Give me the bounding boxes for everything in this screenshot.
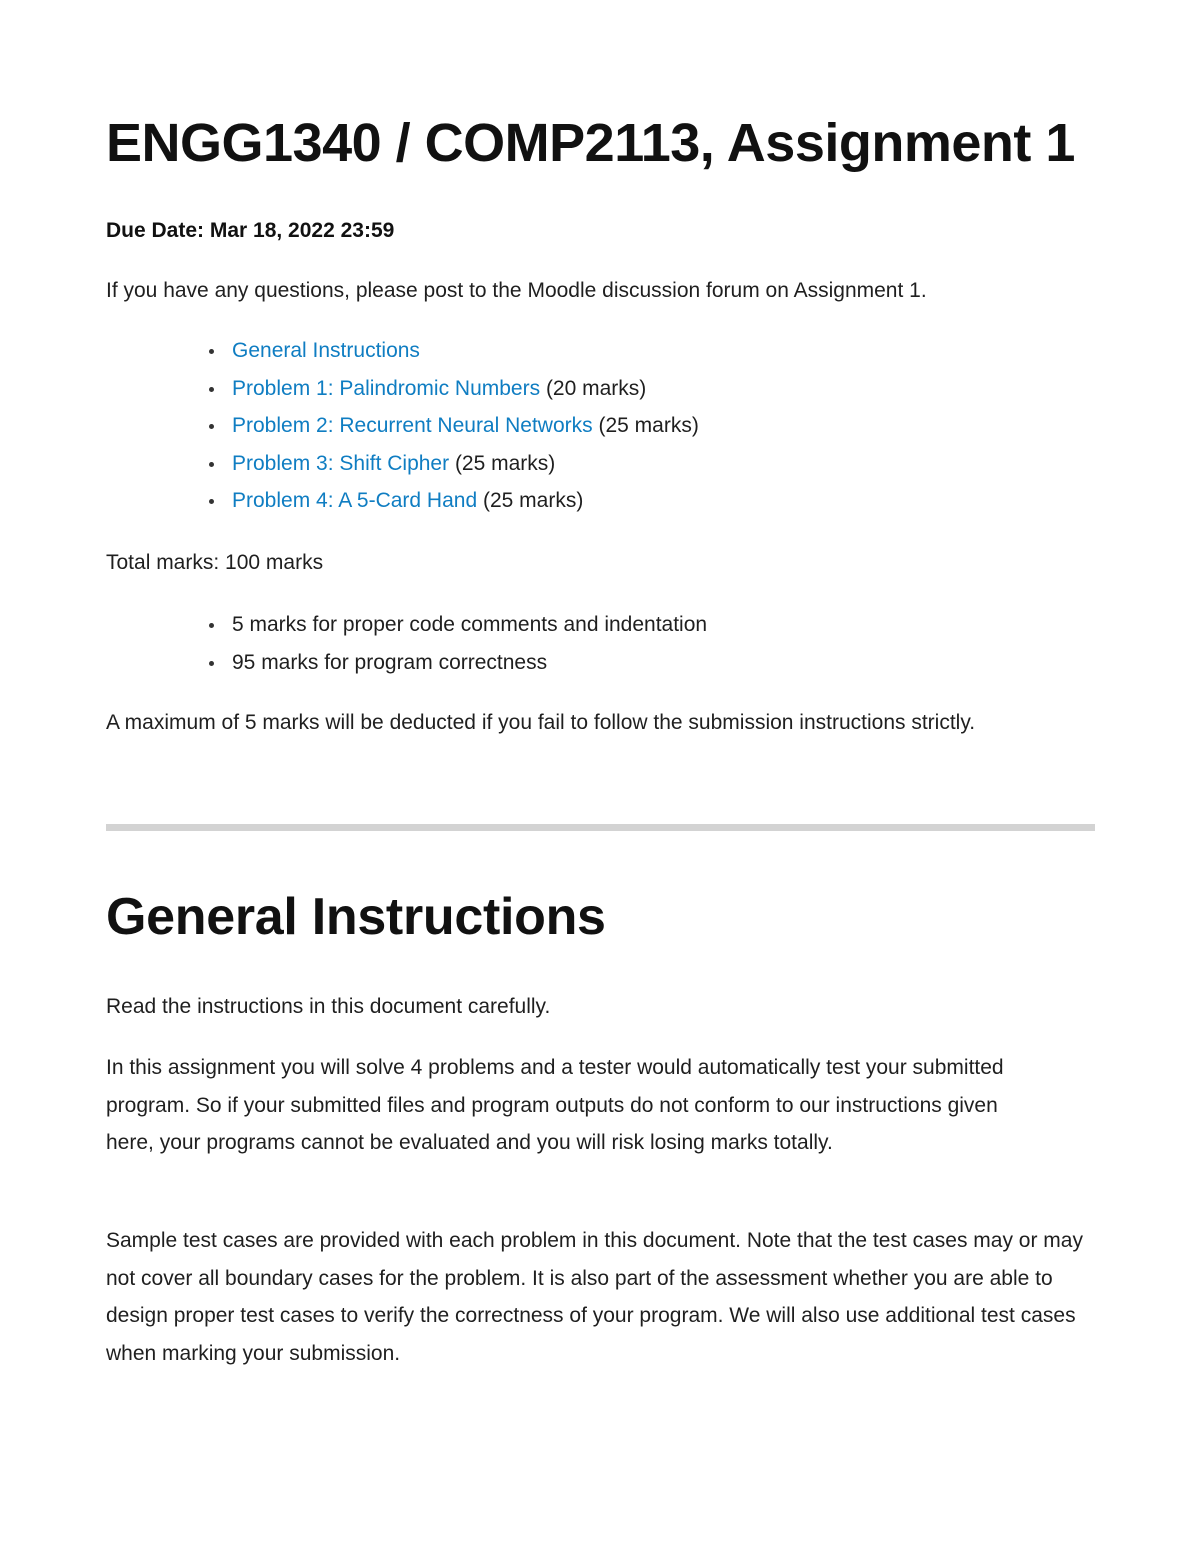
general-paragraph-1: Read the instructions in this document carefully. (106, 995, 551, 1018)
toc-item (206, 482, 699, 520)
toc-item (206, 445, 699, 483)
toc-item (206, 370, 699, 408)
deduction-note: A maximum of 5 marks will be deducted if you fail to follow the submission instructions strictly. (106, 711, 976, 734)
toc-item-marks: (25 marks) (449, 451, 556, 475)
marks-breakdown-item: 95 marks for program correctness (206, 644, 707, 682)
section-divider (106, 824, 1095, 831)
total-marks: Total marks: 100 marks (106, 551, 324, 574)
toc-item-marks: (25 marks) (477, 489, 584, 512)
toc-item (206, 332, 699, 370)
general-paragraph-3: Sample test cases are provided with each problem in this document. Note that the test cases may or may not cover all boundary cases for the problem. It is also part of the assessment whether you are able to design proper test cases to verify the correctness of your program. We will also use additional test cases when marking your submission. (106, 1229, 1083, 1365)
toc-link-problem-2[interactable]: Problem 2: Recurrent Neural Networks (232, 414, 593, 437)
toc-item (206, 407, 699, 445)
table-of-contents (206, 332, 699, 520)
general-paragraph-2: In this assignment you will solve 4 problems and a tester would automatically test your submitted program. So if your submitted files and program outputs do not conform to our instructions given here, your programs cannot be evaluated and you will risk losing marks totally. (106, 1056, 1004, 1154)
marks-breakdown-item: 5 marks for proper code comments and indentation (206, 606, 707, 644)
questions-note: If you have any questions, please post to the Moodle discussion forum on Assignment 1. (106, 279, 927, 302)
toc-link-problem-3[interactable]: Problem 3: Shift Cipher (232, 451, 450, 475)
toc-link-problem-1[interactable]: Problem 1: Palindromic Numbers (232, 376, 541, 400)
due-date: Due Date: Mar 18, 2022 23:59 (106, 219, 395, 242)
marks-breakdown (206, 606, 707, 681)
section-heading-general-instructions: General Instructions (106, 888, 606, 946)
page-title: ENGG1340 / COMP2113, Assignment 1 (106, 113, 1075, 173)
toc-link-general-instructions[interactable]: General Instructions (232, 339, 420, 362)
toc-item-marks: (20 marks) (540, 376, 647, 400)
toc-link-problem-4[interactable]: Problem 4: A 5-Card Hand (232, 489, 478, 512)
toc-item-marks: (25 marks) (592, 414, 699, 437)
